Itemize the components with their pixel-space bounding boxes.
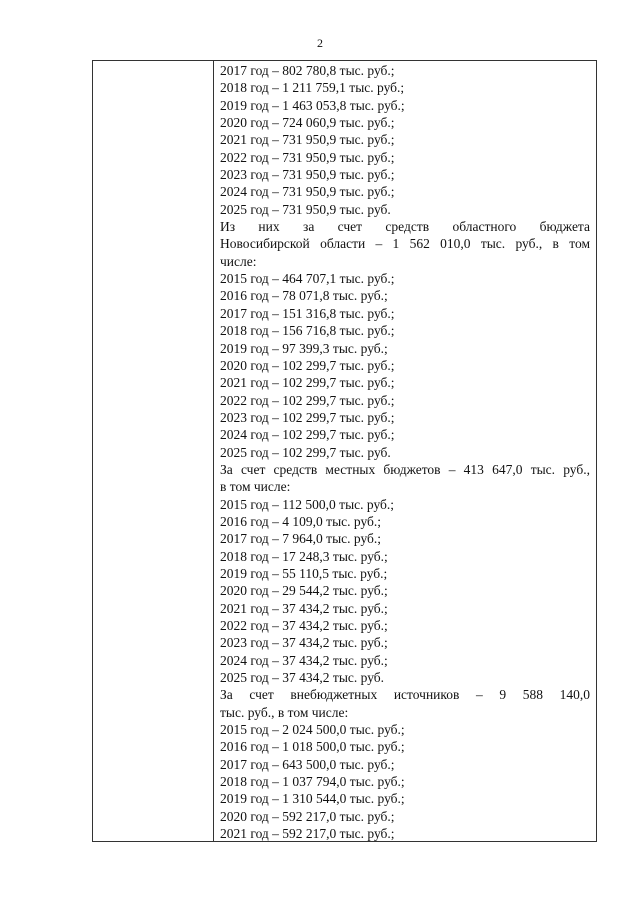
table-line: 2020 год – 592 217,0 тыс. руб.; bbox=[220, 808, 395, 824]
table-line: За счет средств местных бюджетов – 413 647,0 тыс. руб., bbox=[220, 461, 590, 477]
table-line: тыс. руб., в том числе: bbox=[220, 704, 349, 720]
table-line: За счет внебюджетных источников – 9 588 140,0 bbox=[220, 687, 590, 703]
table-line: 2024 год – 731 950,9 тыс. руб.; bbox=[220, 184, 395, 200]
table-line: 2023 год – 102 299,7 тыс. руб.; bbox=[220, 409, 395, 425]
table-line: 2019 год – 1 463 053,8 тыс. руб.; bbox=[220, 97, 405, 113]
table-line: 2020 год – 29 544,2 тыс. руб.; bbox=[220, 583, 388, 599]
table-line: 2018 год – 1 037 794,0 тыс. руб.; bbox=[220, 774, 405, 790]
table-line: 2019 год – 97 399,3 тыс. руб.; bbox=[220, 340, 388, 356]
table-line: 2024 год – 37 434,2 тыс. руб.; bbox=[220, 652, 388, 668]
table-line: 2025 год – 102 299,7 тыс. руб. bbox=[220, 444, 391, 460]
table-line: 2016 год – 1 018 500,0 тыс. руб.; bbox=[220, 739, 405, 755]
table-line: 2019 год – 55 110,5 тыс. руб.; bbox=[220, 565, 388, 581]
table-line: 2021 год – 37 434,2 тыс. руб.; bbox=[220, 600, 388, 616]
table-line: 2024 год – 102 299,7 тыс. руб.; bbox=[220, 427, 395, 443]
table-line: Из них за счет средств областного бюджета bbox=[220, 219, 590, 235]
table-line: 2017 год – 802 780,8 тыс. руб.; bbox=[220, 63, 395, 78]
funding-table bbox=[92, 60, 597, 842]
table-line: 2016 год – 78 071,8 тыс. руб.; bbox=[220, 288, 388, 304]
table-line: 2018 год – 1 211 759,1 тыс. руб.; bbox=[220, 80, 405, 96]
table-right-cell bbox=[214, 61, 596, 841]
table-line: в том числе: bbox=[220, 479, 291, 495]
table-line: 2023 год – 37 434,2 тыс. руб.; bbox=[220, 635, 388, 651]
table-line: 2018 год – 156 716,8 тыс. руб.; bbox=[220, 323, 395, 339]
table-line: 2016 год – 4 109,0 тыс. руб.; bbox=[220, 513, 382, 529]
table-line: 2025 год – 731 950,9 тыс. руб. bbox=[220, 201, 391, 217]
table-line: 2020 год – 102 299,7 тыс. руб.; bbox=[220, 357, 395, 373]
table-line: 2020 год – 724 060,9 тыс. руб.; bbox=[220, 115, 395, 131]
table-line: 2015 год – 112 500,0 тыс. руб.; bbox=[220, 496, 395, 512]
table-line: 2023 год – 731 950,9 тыс. руб.; bbox=[220, 167, 395, 183]
table-line: 2015 год – 2 024 500,0 тыс. руб.; bbox=[220, 722, 405, 738]
table-line: 2021 год – 731 950,9 тыс. руб.; bbox=[220, 132, 395, 148]
table-line: 2022 год – 102 299,7 тыс. руб.; bbox=[220, 392, 395, 408]
table-line: 2025 год – 37 434,2 тыс. руб. bbox=[220, 670, 385, 686]
table-line: 2021 год – 592 217,0 тыс. руб.; bbox=[220, 826, 395, 841]
table-line: 2015 год – 464 707,1 тыс. руб.; bbox=[220, 271, 395, 287]
table-line: 2017 год – 643 500,0 тыс. руб.; bbox=[220, 756, 395, 772]
table-line: 2022 год – 731 950,9 тыс. руб.; bbox=[220, 149, 395, 165]
page-number: 2 bbox=[317, 36, 323, 50]
table-line: 2019 год – 1 310 544,0 тыс. руб.; bbox=[220, 791, 405, 807]
table-line: 2018 год – 17 248,3 тыс. руб.; bbox=[220, 548, 388, 564]
table-line: 2022 год – 37 434,2 тыс. руб.; bbox=[220, 618, 388, 633]
table-left-cell bbox=[93, 61, 214, 841]
table-line: 2021 год – 102 299,7 тыс. руб.; bbox=[220, 375, 395, 391]
table-line: Новосибирской области – 1 562 010,0 тыс. руб., в том bbox=[220, 236, 590, 252]
table-line: числе: bbox=[220, 253, 257, 269]
table-line: 2017 год – 7 964,0 тыс. руб.; bbox=[220, 531, 382, 547]
table-line: 2017 год – 151 316,8 тыс. руб.; bbox=[220, 305, 395, 321]
